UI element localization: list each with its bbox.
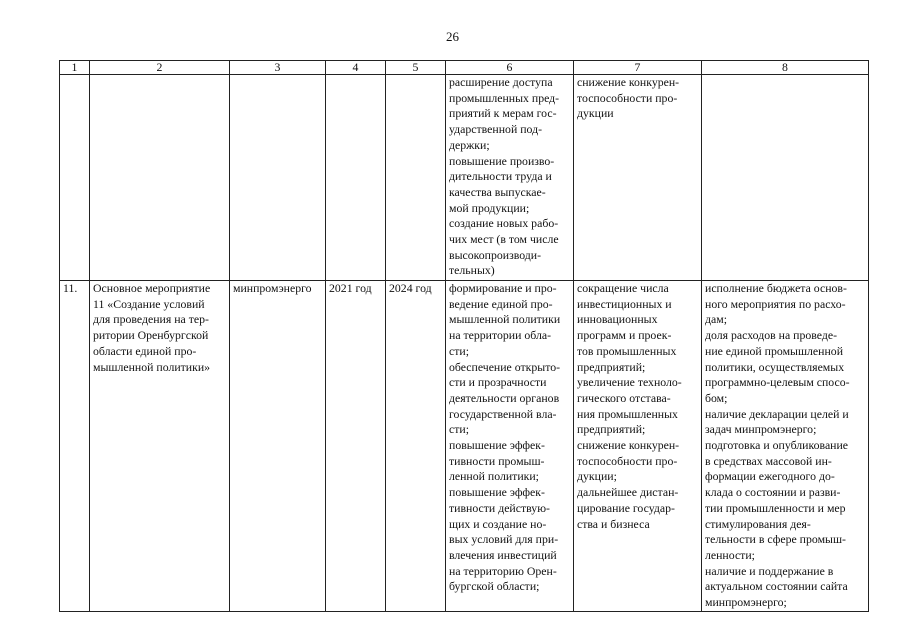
table-cell-results — [446, 281, 574, 612]
cell-line: обеспечение открыто- — [449, 359, 561, 374]
table-cell-consequences — [574, 75, 702, 281]
table-cell — [326, 75, 386, 281]
cell-line: повышение эффек- — [449, 438, 545, 453]
table-cell-executor: минпромэнерго — [230, 281, 326, 612]
cell-line: увеличение техноло- — [577, 375, 682, 390]
cell-line: промышленных пред- — [449, 90, 560, 105]
column-header: 5 — [386, 61, 446, 75]
cell-line: государственной вла- — [449, 406, 557, 421]
measures-table — [59, 60, 869, 612]
table-cell — [60, 75, 90, 281]
cell-line: ведение единой про- — [449, 296, 553, 311]
cell-line: на территории обла- — [449, 328, 552, 343]
table-cell — [90, 75, 230, 281]
cell-line: тоспособности про- — [577, 453, 678, 468]
cell-line: ства и бизнеса — [577, 516, 650, 531]
column-header: 4 — [326, 61, 386, 75]
cell-line: чих мест (в том числе — [449, 232, 559, 247]
cell-line: наличие и поддержание в — [705, 563, 834, 578]
cell-line: ного мероприятия по расхо- — [705, 296, 846, 311]
cell-line: бургской области; — [449, 579, 540, 594]
cell-line: тельных) — [449, 263, 495, 278]
cell-line: тивности промыш- — [449, 453, 545, 468]
cell-line: создание новых рабо- — [449, 216, 559, 231]
column-header: 1 — [60, 61, 90, 75]
cell-line: задач минпромэнерго; — [705, 422, 817, 437]
cell-line: ударственной под- — [449, 122, 543, 137]
cell-line: сти; — [449, 422, 469, 437]
cell-line: предприятий; — [577, 359, 646, 374]
cell-line: ритории Оренбургской — [93, 328, 209, 343]
cell-line: мой продукции; — [449, 200, 530, 215]
cell-line: ния промышленных — [577, 406, 678, 421]
cell-line: щих и создание но- — [449, 516, 547, 531]
cell-line: 11 «Создание условий — [93, 296, 205, 311]
cell-line: влечения инвестиций — [449, 547, 557, 562]
cell-line: расширение доступа — [449, 75, 553, 89]
table-cell — [702, 75, 869, 281]
cell-line: качества выпускае- — [449, 184, 546, 199]
cell-line: для проведения на тер- — [93, 312, 209, 327]
column-header: 6 — [446, 61, 574, 75]
cell-line: программно-целевым спосо- — [705, 375, 850, 390]
column-header: 3 — [230, 61, 326, 75]
row-number: 11. — [60, 281, 90, 612]
cell-line: снижение конкурен- — [577, 438, 680, 453]
cell-line: сокращение числа — [577, 281, 669, 295]
column-number-row — [60, 61, 869, 75]
cell-line: вых условий для при- — [449, 532, 559, 547]
cell-line: на территорию Орен- — [449, 563, 557, 578]
cell-line: сти; — [449, 343, 469, 358]
cell-line: держки; — [449, 137, 490, 152]
table-cell-results — [446, 75, 574, 281]
cell-line: инвестиционных и — [577, 296, 672, 311]
column-header: 8 — [702, 61, 869, 75]
table-cell — [230, 75, 326, 281]
cell-line: тоспособности про- — [577, 90, 678, 105]
column-header: 2 — [90, 61, 230, 75]
cell-line: Основное мероприятие — [93, 281, 211, 295]
table-row-continued — [60, 75, 869, 281]
table-cell — [386, 75, 446, 281]
cell-line: сти и прозрачности — [449, 375, 547, 390]
cell-line: дам; — [705, 312, 727, 327]
cell-line: актуальном состоянии сайта — [705, 579, 848, 594]
cell-line: повышение произво- — [449, 153, 555, 168]
cell-line: подготовка и опубликование — [705, 438, 849, 453]
cell-line: клада о состоянии и разви- — [705, 485, 841, 500]
cell-line: исполнение бюджета основ- — [705, 281, 847, 295]
cell-line: дукции — [577, 106, 614, 121]
cell-line: стимулирования дея- — [705, 516, 811, 531]
cell-line: тельности в сфере промыш- — [705, 532, 846, 547]
cell-line: повышение эффек- — [449, 485, 545, 500]
cell-line: высокопроизводи- — [449, 247, 542, 262]
table-cell-indicators — [702, 281, 869, 612]
cell-line: предприятий; — [577, 422, 646, 437]
page-number: 26 — [446, 29, 459, 44]
cell-line: гического отстава- — [577, 390, 671, 405]
cell-line: формирование и про- — [449, 281, 557, 295]
cell-line: снижение конкурен- — [577, 75, 680, 89]
cell-line: тии промышленности и мер — [705, 500, 846, 515]
cell-line: ленной политики; — [449, 469, 539, 484]
cell-line: мышленной политики» — [93, 359, 211, 374]
cell-line: минпромэнерго; — [705, 595, 787, 610]
cell-line: тов промышленных — [577, 343, 677, 358]
cell-line: наличие декларации целей и — [705, 406, 849, 421]
cell-line: в средствах массовой ин- — [705, 453, 832, 468]
cell-line: инновационных — [577, 312, 658, 327]
cell-line: политики, осуществляемых — [705, 359, 845, 374]
cell-line: бом; — [705, 390, 728, 405]
cell-line: дукции; — [577, 469, 617, 484]
cell-line: деятельности органов — [449, 390, 560, 405]
cell-line: ние единой промышленной — [705, 343, 844, 358]
cell-line: дальнейшее дистан- — [577, 485, 679, 500]
cell-line: цирование государ- — [577, 500, 675, 515]
cell-line: приятий к мерам гос- — [449, 106, 557, 121]
table-cell-consequences — [574, 281, 702, 612]
table-cell-end-year: 2024 год — [386, 281, 446, 612]
cell-line: формации ежегодного до- — [705, 469, 835, 484]
table-cell-start-year: 2021 год — [326, 281, 386, 612]
cell-line: доля расходов на проведе- — [705, 328, 838, 343]
cell-line: ленности; — [705, 547, 755, 562]
cell-line: области единой про- — [93, 343, 197, 358]
column-header: 7 — [574, 61, 702, 75]
table-row-11 — [60, 281, 869, 612]
cell-line: дительности труда и — [449, 169, 552, 184]
cell-line: мышленной политики — [449, 312, 561, 327]
cell-line: программ и проек- — [577, 328, 672, 343]
table-cell-measure-name — [90, 281, 230, 612]
cell-line: тивности действую- — [449, 500, 550, 515]
